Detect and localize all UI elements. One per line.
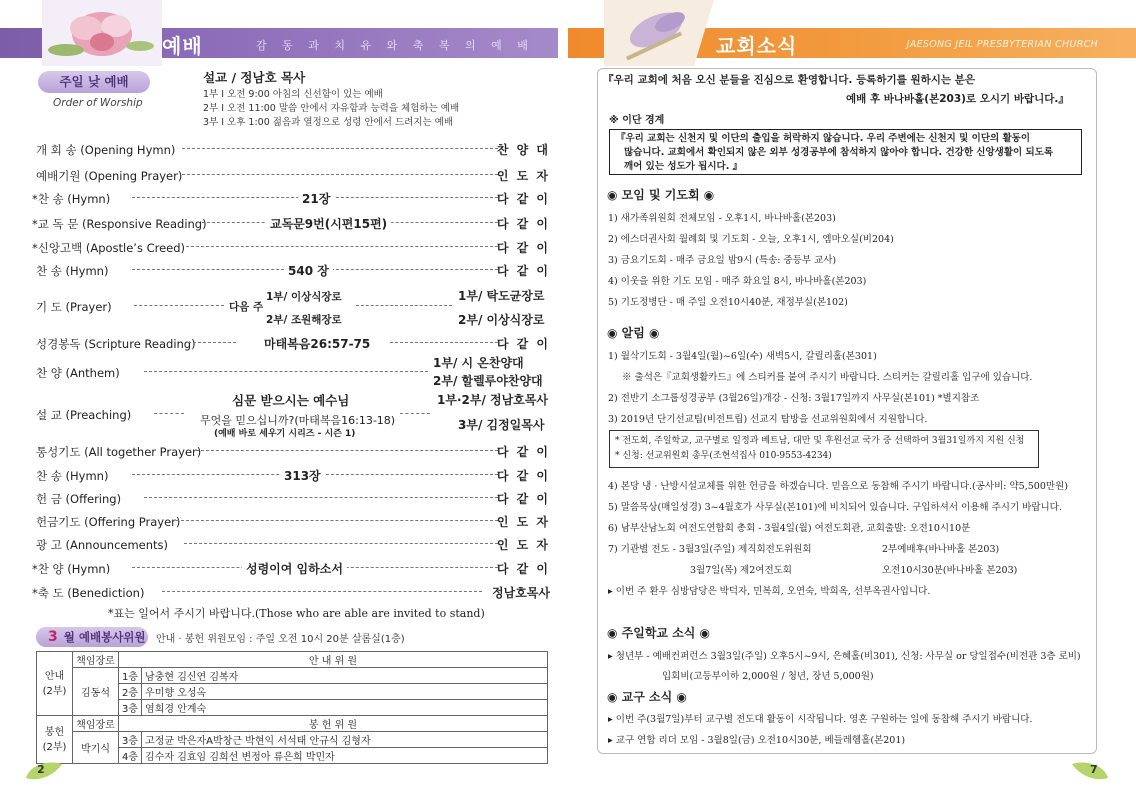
order-label: *신앙고백 (Apostle’s Creed) [32,241,186,255]
stand-note: *표는 일어서 주시기 바랍니다.(Those who are able are invited to stand) [108,607,485,620]
meeting-item: 5) 기도정병단 - 매 주일 오전10시40분, 재정부실(본102) [608,297,848,308]
order-label: 개 회 송 (Opening Hymn) [36,143,176,157]
leader-dots [162,591,482,592]
meeting-item: 4) 이웃을 위한 기도 모임 - 매주 화요일 8시, 바나바홀(본203) [608,276,867,287]
offering-members-head: 봉 헌 위 원 [119,716,548,732]
leader-dots [400,413,430,414]
news-banner-title: 교회소식 [716,34,798,58]
usher-elder: 김동석 [73,668,119,716]
worship-banner-subtitle: 감 동 과 치 유 와 축 복 의 예 배 [256,39,534,52]
names-cell: 고정균 박은자A박창근 박현익 서석태 안규식 김형자 [142,732,548,748]
order-apostles-creed [32,238,550,256]
order-label: 설 교 (Preaching) [36,408,132,422]
section-district-title: ◉ 교구 소식 ◉ [607,690,687,704]
notice-item: ※ 출석은『교회생활카드』에 스티커를 붙여 주시기 바랍니다. 스티커는 갈릴리홀 입구에 있습니다. [622,372,1033,383]
leader-dots [390,342,498,343]
usher-elder-head: 책임장로 [73,652,119,668]
notice-item: ▸ 이번 주 환우 심방담당은 박덕자, 민복희, 오연숙, 박희옥, 선부옥권사입니다. [608,586,931,597]
order-leader: 정남호목사 [492,586,550,600]
notice-item: 1) 월삭기도회 - 3월4일(월)~6일(수) 새벽5시, 갈릴리홀(본301) [608,351,877,362]
service-time-3: 3부 I 오후 1:00 젊음과 열정으로 성령 안에서 드려지는 예배 [203,117,454,128]
leader-dots [144,497,498,498]
anthem-choir-2: 2부/ 할렐루야찬양대 [433,374,543,388]
heresy-warning-box [609,129,1082,175]
meeting-item: 3) 금요기도회 - 매주 금요일 밤9시 (특송: 중등부 교사) [608,255,837,266]
order-leader: 다 같 이 [496,562,550,576]
order-content: 540 장 [284,262,333,279]
order-content: 마태복음26:57-75 [264,337,371,351]
leader-dots [182,148,498,149]
prayer-next-week-2: 2부/ 이상식장로 [458,313,545,327]
order-content: 21장 [298,190,334,207]
order-of-worship-pill: 주일 낮 예배 [38,71,150,93]
notice-item: 6) 남부산남노회 여전도연합회 총회 - 3월4일(월) 여전도회관, 교회출발: 오전10시10분 [608,523,971,534]
service-time-1: 1부 I 오전 9:00 아침의 신선함이 있는 예배 [203,89,383,100]
anthem-choir-1: 1부/ 시 온찬양대 [433,356,524,370]
order-label: 광 고 (Announcements) [36,538,169,552]
leader-dots [154,413,184,414]
school-item: 입회비(고등부이하 2,000원 / 청년, 장년 5,000원) [662,671,874,682]
lavender-decoration-image [604,0,714,66]
order-leader: 다 같 이 [496,445,550,459]
preacher-2: 3부/ 김정일목사 [458,418,545,432]
order-leader: 찬 양 대 [496,143,550,157]
staff-meeting-info: 안내 · 봉헌 위원모임 : 주일 오전 10시 20분 살롬실(1층) [156,634,405,645]
order-leader: 인 도 자 [496,515,550,529]
district-item: ▸ 이번 주(3월7일)부터 교구별 전도대 활동이 시작됩니다. 영혼 구원하는 일에 동참해 주시기 바랍니다. [608,714,1033,725]
meeting-item: 1) 새가족위원회 전체모임 - 오후1시, 바나바홀(본203) [608,213,836,224]
flower-decoration-image [42,0,162,66]
names-cell: 남충현 김신연 김복자 [142,668,548,684]
order-leader: 다 같 이 [496,217,550,231]
floor-cell: 4층 [119,748,142,764]
prayer-next-week-1: 1부/ 탁도균장로 [458,289,545,303]
leader-dots [134,305,224,306]
prayer-this-week-1: 1부/ 이상식장로 [266,291,342,303]
order-leader: 다 같 이 [496,337,550,351]
order-content: 313장 [280,467,325,484]
names-cell: 염희경 안계숙 [142,700,548,716]
school-item: ▸ 청년부 - 예배컨퍼런스 3월3일(주일) 오후5시~9시, 은혜홀(비301), 신청: 사무실 or 당일접수(비전관 3층 로비) [608,651,1081,662]
order-responsive-reading [32,214,550,232]
order-label: *교 독 문 (Responsive Reading) [32,217,207,231]
order-content: 성령이여 임하소서 [242,560,347,577]
order-leader: 다 같 이 [496,241,550,255]
floor-cell: 3층 [119,732,142,748]
notice-item: 7) 기관별 전도 - 3월3일(주일) 제직회전도위원회 [608,544,812,555]
order-label: 예배기원 (Opening Prayer) [36,169,183,183]
order-scripture-reading [36,334,550,352]
sermon-preacher: 설교 / 정남호 목사 [203,70,306,85]
welcome-line-2: 예배 후 바나바홀(본203)로 오시기 바랍니다.』 [846,93,1069,105]
order-label: 헌금기도 (Offering Prayer) [36,515,181,529]
order-hymn-3 [36,466,550,484]
order-hymn-2 [36,261,550,279]
order-leader: 다 같 이 [496,492,550,506]
page-number-left [24,760,64,782]
leader-dots [188,342,236,343]
offering-elder: 박기식 [73,732,119,764]
leader-dots [186,246,498,247]
leader-dots [176,520,498,521]
sermon-subtitle: 무엇을 믿으십니까?(마태복음16:13-18) [200,414,396,427]
notice-item: 3) 2019년 단기선교팀(비전트립) 선교지 탐방을 선교위원회에서 지원합니다. [608,414,928,425]
order-of-worship-en: Order of Worship [53,97,143,109]
mission-line: * 전도회, 주일학교, 교구별로 일정과 베트남, 대만 및 후원선교 국가 중 선택하여 3월31일까지 지원 신청 [615,436,1025,446]
leader-dots [144,371,428,372]
welcome-line-1: 『우리 교회에 처음 오신 분들을 진심으로 환영합니다. 등록하기를 원하시는 분은 [603,74,975,86]
prayer-this-week-2: 2부/ 조원해장로 [266,314,342,326]
mission-trip-box [609,430,1039,468]
floor-cell: 1층 [119,668,142,684]
leader-dots [184,543,498,544]
leader-dots [196,450,498,451]
leader-dots [182,174,498,175]
staff-title-pill [36,627,148,647]
floor-cell: 2층 [119,684,142,700]
usher-group: 안내 (2부) [37,652,73,716]
notice-item: 5) 말씀묵상(매일성경) 3~4월호가 사무실(본101)에 비치되어 있습니다. 구입하셔서 이용해 주시기 바랍니다. [608,502,1062,513]
order-label: *찬 양 (Hymn) [32,562,111,576]
order-leader: 다 같 이 [496,264,550,278]
order-benediction [32,583,550,601]
order-label: 찬 송 (Hymn) [36,264,109,278]
notice-item: 2부예배후(바나바홀 본203) [882,544,1000,555]
section-notice-title: ◉ 알림 ◉ [607,326,660,340]
table-row [37,716,548,732]
meeting-item: 2) 에스더권사회 월례회 및 기도회 - 오늘, 오후1시, 엠마오실(비204) [608,234,894,245]
order-leader: 인 도 자 [496,169,550,183]
order-leader: 다 같 이 [496,192,550,206]
mission-line: * 신청: 선교위원회 총무(조현석집사 010-9553-4234) [615,451,832,461]
order-label: 통성기도 (All together Prayer) [36,445,202,459]
table-row [37,732,548,748]
warning-line: 『우리 교회는 신천지 및 이단의 출입을 허락하지 않습니다. 우리 주변에는 신천지 및 이단의 활동이 [616,133,1031,144]
page-number-right [1070,760,1110,782]
sermon-title: 심문 받으시는 예수님 [232,393,350,408]
page-number: 2 [37,763,45,776]
order-leader: 인 도 자 [496,538,550,552]
order-announcements [36,535,550,553]
order-together-prayer [36,442,550,460]
notice-item: 오전10시30분(바나바홀 본203) [882,565,1018,576]
page-number: 7 [1090,763,1098,776]
order-label: 찬 송 (Hymn) [36,469,109,483]
service-time-2: 2부 I 오전 11:00 말씀 안에서 자유함과 능력을 체험하는 예배 [203,103,460,114]
names-cell: 김수자 김효임 김희선 변정아 류은희 박민자 [142,748,548,764]
notice-item: 2) 전반기 소그룹성경공부 (3월26일)개강 - 신청: 3월17일까지 사무실(본101) *별지참조 [608,393,980,404]
order-opening-hymn [36,140,550,158]
names-cell: 우미향 오성옥 [142,684,548,700]
floor-cell: 3층 [119,700,142,716]
notice-item: 3월7일(목) 제2여전도회 [690,565,792,576]
preacher-1: 1부·2부/ 정남호목사 [437,393,548,407]
staff-table [36,651,548,764]
warning-line: 깨어 있는 성도가 됩시다. 』 [624,161,743,172]
order-label: 헌 금 (Offering) [36,492,122,506]
heresy-warning-title: ※ 이단 경계 [609,115,665,126]
order-label: *찬 송 (Hymn) [32,192,111,206]
prayer-next-week-label: 다음 주 [229,301,264,313]
church-name-en: JAESONG JEIL PRESBYTERIAN CHURCH [906,39,1098,50]
order-offering-prayer [36,512,550,530]
district-item: ▸ 교구 연합 리더 모임 - 3월8일(금) 오전10시30분, 베들레헴홀(본201) [608,735,906,746]
offering-group: 봉헌 (2부) [37,716,73,764]
leader-dots [356,305,452,306]
usher-members-head: 안 내 위 원 [119,652,548,668]
warning-line: 많습니다. 교회에서 확인되지 않은 외부 성경공부에 참석하지 않아야 합니다. 건강한 신앙생활이 되도록 [624,147,1054,158]
section-meetings-title: ◉ 모임 및 기도회 ◉ [607,188,715,202]
offering-elder-head: 책임장로 [73,716,119,732]
order-label: 찬 양 (Anthem) [36,366,120,380]
table-row [37,668,548,684]
staff-title: 월 예배봉사위원 [63,630,146,644]
order-hymn-1 [32,189,550,207]
worship-banner-title: 예배 [162,34,203,58]
order-label: 기 도 (Prayer) [36,300,112,314]
table-row [37,652,548,668]
order-opening-prayer [36,166,550,184]
notice-item: 4) 본당 냉 · 난방시설교체를 위한 헌금을 하겠습니다. 믿음으로 동참해 주시기 바랍니다.(공사비: 약5,500만원) [608,481,1068,492]
order-hymn-4 [32,559,550,577]
order-content: 교독문9번(시편15편) [266,215,391,232]
order-label: *축 도 (Benediction) [32,586,145,600]
order-offering [36,489,550,507]
staff-month: 3 [48,629,58,645]
sermon-series: (예배 바로 세우기 시리즈 - 시즌 1) [214,429,356,439]
order-label: 성경봉독 (Scripture Reading) [36,337,196,351]
order-leader: 다 같 이 [496,469,550,483]
section-school-title: ◉ 주일학교 소식 ◉ [607,626,711,640]
